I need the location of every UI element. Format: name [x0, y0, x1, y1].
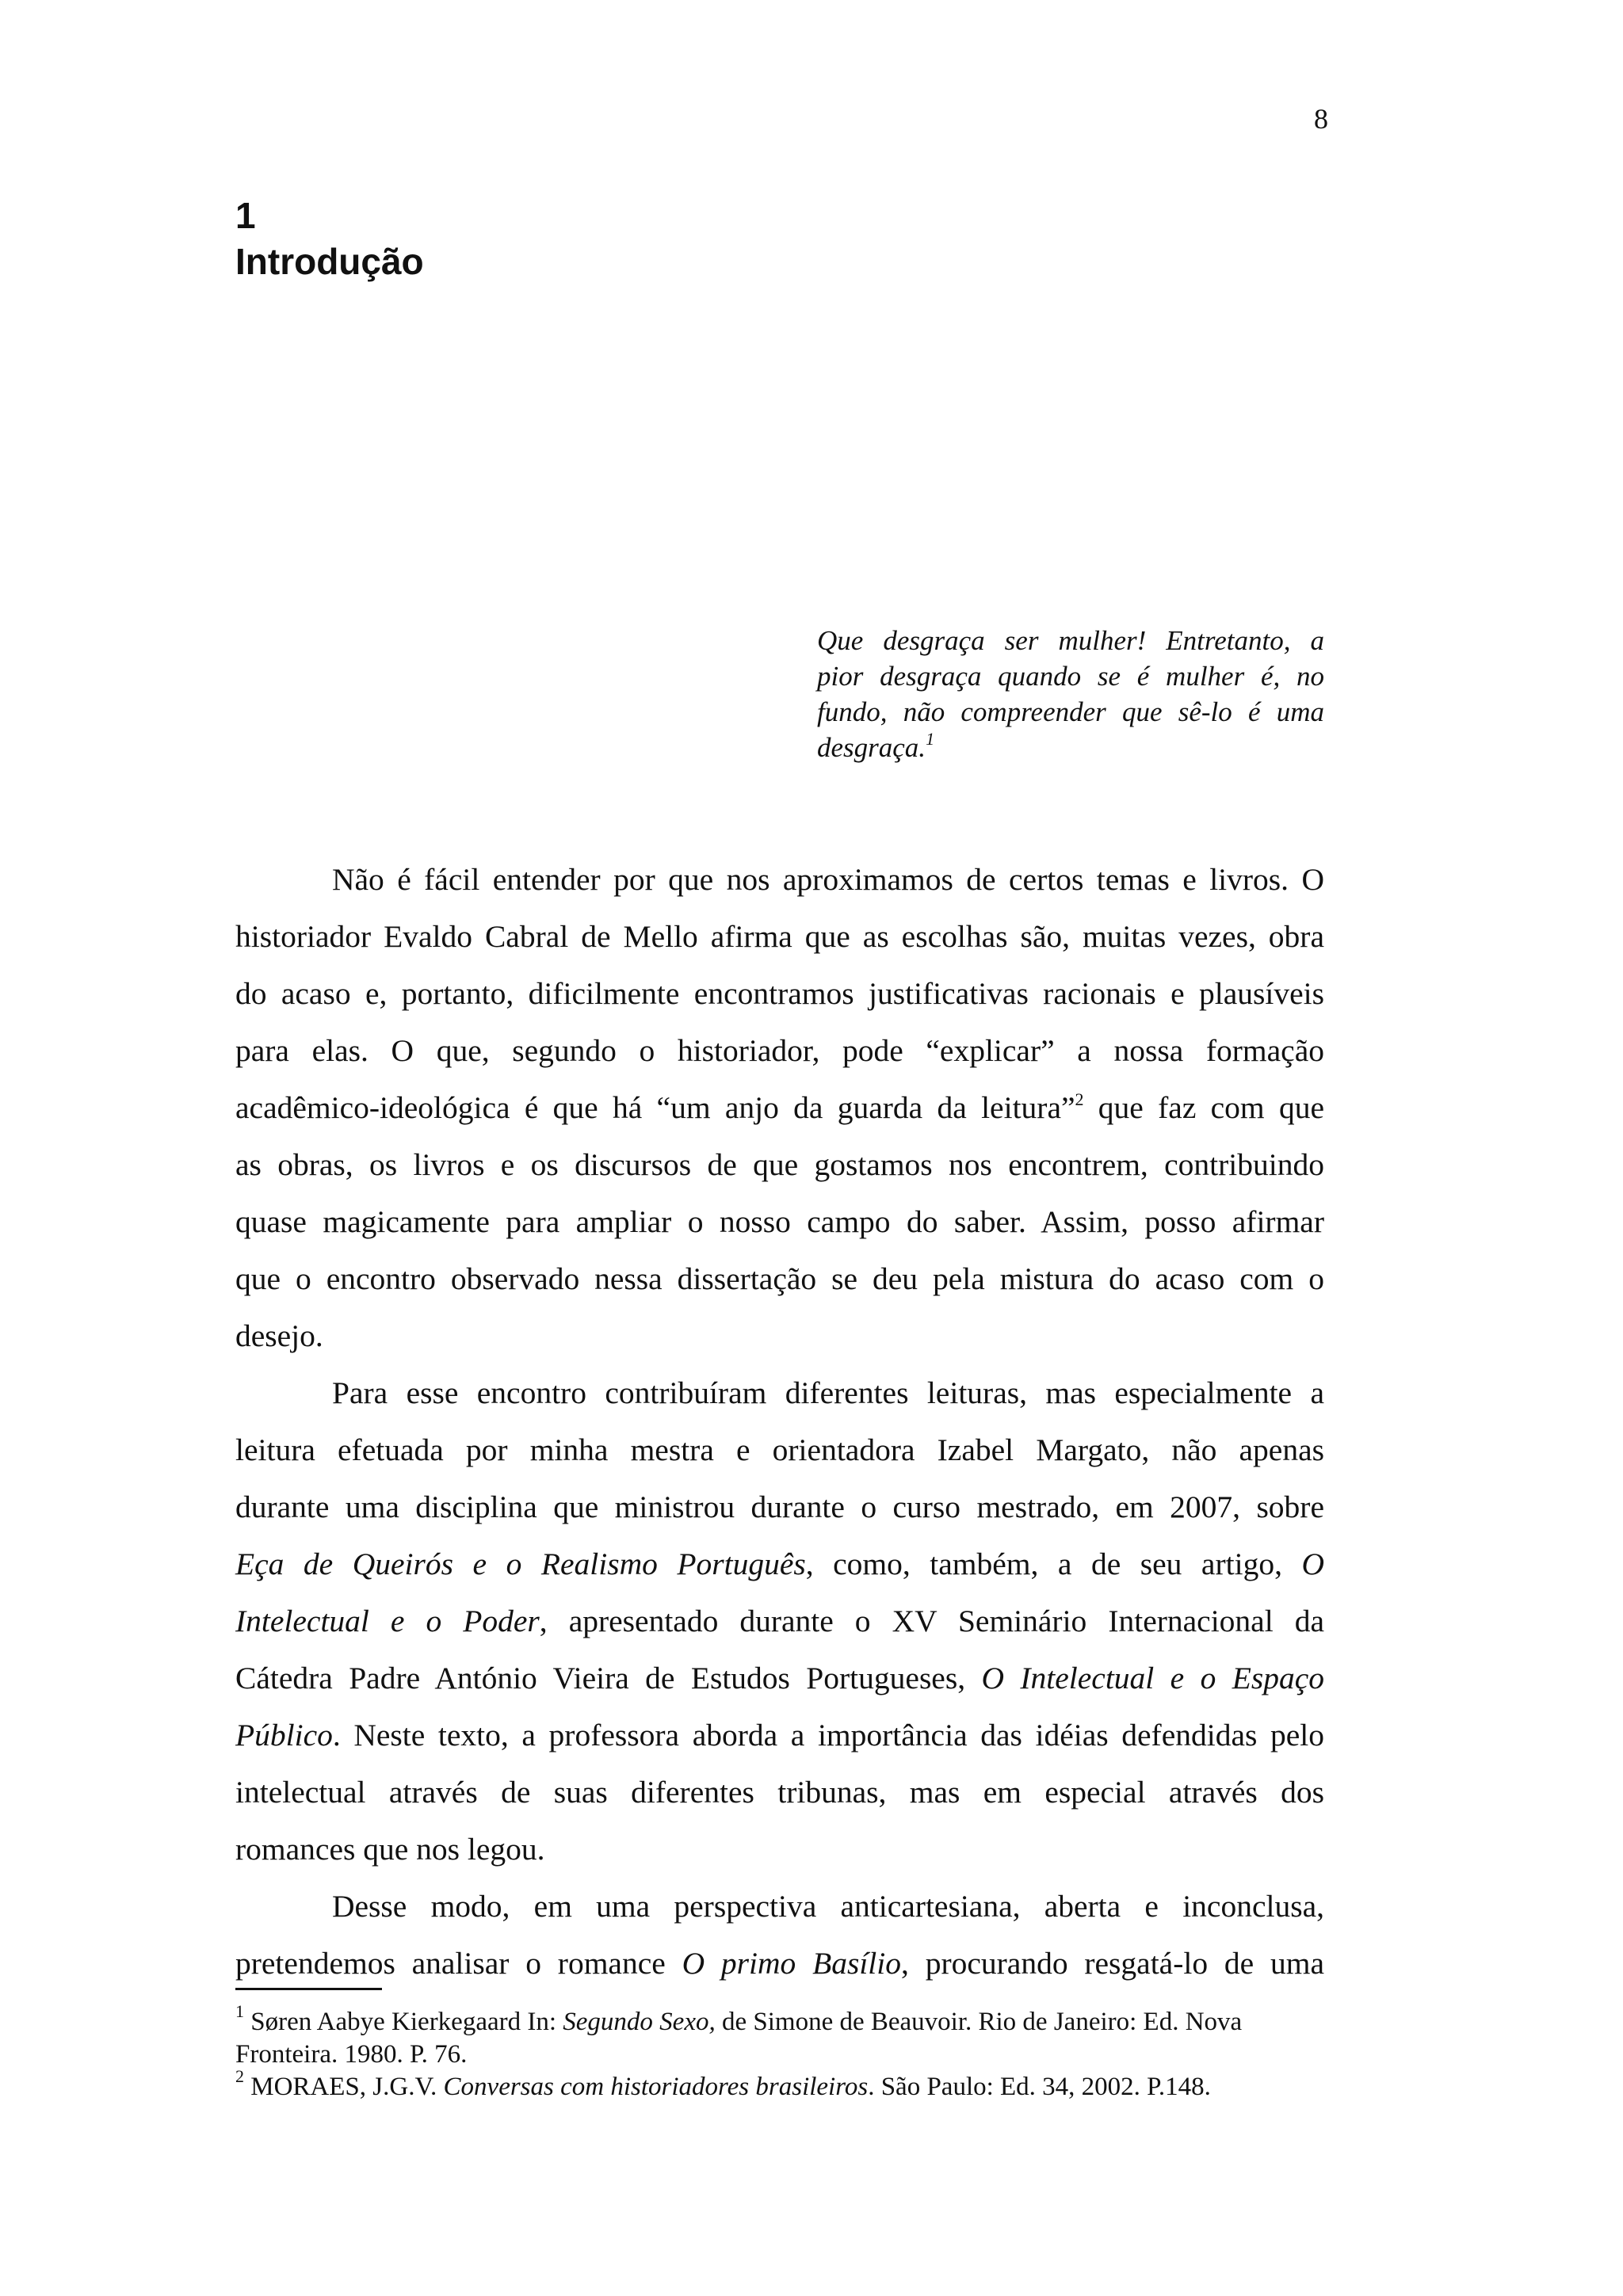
- epigraph-line: fundo, não compreender que sê-lo é uma: [817, 696, 1324, 727]
- body-line: as obras, os livros e os discursos de que gostamos nos encontrem, contribuindo: [235, 1147, 1324, 1182]
- footnote-text: . São Paulo: Ed. 34, 2002. P.148.: [868, 2073, 1211, 2101]
- body-line: durante uma disciplina que ministrou durante o curso mestrado, em 2007, sobre: [235, 1489, 1324, 1524]
- body-line: quase magicamente para ampliar o nosso campo do saber. Assim, posso afirmar: [235, 1204, 1324, 1239]
- title-italic: O Intelectual e o Espaço: [981, 1661, 1324, 1695]
- footnote-text: MORAES, J.G.V.: [244, 2073, 444, 2101]
- footnote-number: 1: [235, 2001, 244, 2021]
- epigraph-line-text: desgraça.: [817, 732, 926, 763]
- footnotes: [235, 2001, 1324, 2103]
- epigraph-line-last: [817, 730, 1324, 765]
- footnote-text: de Simone de Beauvoir. Rio de Janeiro: Ed. Nova: [715, 2008, 1243, 2036]
- footnote-ref-1: 1: [926, 729, 935, 749]
- footnote-number: 2: [235, 2066, 244, 2086]
- title-italic: Público: [235, 1718, 333, 1753]
- footnote-1-continued: Fronteira. 1980. P. 76.: [235, 2040, 468, 2069]
- footnote-1: [235, 2001, 1324, 2039]
- body-text-segment: pretendemos analisar o romance: [235, 1946, 682, 1981]
- footnote-separator: [235, 1988, 382, 1990]
- body-line: desejo.: [235, 1318, 323, 1353]
- body-line: historiador Evaldo Cabral de Mello afirma que as escolhas são, muitas vezes, obra: [235, 919, 1324, 954]
- body-line: [235, 1650, 1324, 1707]
- body-line: Para esse encontro contribuíram diferentes leituras, mas especialmente a: [332, 1375, 1324, 1410]
- title-italic: Intelectual e o Poder: [235, 1604, 540, 1638]
- body-text-segment: , apresentado durante o XV Seminário Internacional da: [539, 1604, 1324, 1638]
- body-line: [235, 1935, 1324, 1992]
- body-text-segment: , procurando resgatá-lo de uma: [901, 1946, 1324, 1981]
- body-text-segment: Cátedra Padre António Vieira de Estudos Portugueses,: [235, 1661, 982, 1695]
- body-line: que o encontro observado nessa dissertação se deu pela mistura do acaso com o: [235, 1261, 1324, 1296]
- body-line: leitura efetuada por minha mestra e orientadora Izabel Margato, não apenas: [235, 1432, 1324, 1467]
- epigraph-line: pior desgraça quando se é mulher é, no: [817, 661, 1324, 692]
- body-text-segment: acadêmico-ideológica é que há “um anjo da guarda da leitura”: [235, 1090, 1075, 1125]
- body-text-segment: , como, também, a de seu artigo,: [805, 1547, 1302, 1581]
- body-text-segment: que faz com que: [1083, 1090, 1324, 1125]
- body-line: [235, 1707, 1324, 1764]
- footnote-italic: Conversas com historiadores brasileiros: [443, 2073, 869, 2101]
- title-italic: O: [1301, 1547, 1324, 1581]
- chapter-heading: [235, 193, 424, 284]
- body-line: [235, 1592, 1324, 1650]
- body-line: Desse modo, em uma perspectiva anticartesiana, aberta e inconclusa,: [332, 1889, 1324, 1924]
- body-line: [235, 1079, 1324, 1136]
- body-line: do acaso e, portanto, dificilmente encontramos justificativas racionais e plausíveis: [235, 976, 1324, 1011]
- body-line: romances que nos legou.: [235, 1832, 545, 1867]
- body-text: [235, 851, 1324, 1992]
- footnote-2: [235, 2066, 1324, 2103]
- chapter-title: Introdução: [235, 241, 424, 282]
- epigraph: [817, 623, 1324, 765]
- footnote-italic: Segundo Sexo,: [563, 2008, 716, 2036]
- body-text-segment: . Neste texto, a professora aborda a importância das idéias defendidas pelo: [332, 1718, 1324, 1753]
- body-line: intelectual através de suas diferentes tribunas, mas em especial através dos: [235, 1775, 1324, 1810]
- body-line: para elas. O que, segundo o historiador, pode “explicar” a nossa formação: [235, 1033, 1324, 1068]
- title-italic: O primo Basílio: [682, 1946, 902, 1981]
- epigraph-line: Que desgraça ser mulher! Entretanto, a: [817, 625, 1324, 656]
- title-italic: Eça de Queirós e o Realismo Português: [235, 1547, 806, 1581]
- body-line: Não é fácil entender por que nos aproximamos de certos temas e livros. O: [332, 862, 1324, 897]
- chapter-number: 1: [235, 195, 256, 236]
- footnote-ref-2: 2: [1075, 1089, 1084, 1109]
- page-number: 8: [1314, 103, 1328, 135]
- footnote-text: Søren Aabye Kierkegaard In:: [244, 2008, 563, 2036]
- body-line: [235, 1535, 1324, 1592]
